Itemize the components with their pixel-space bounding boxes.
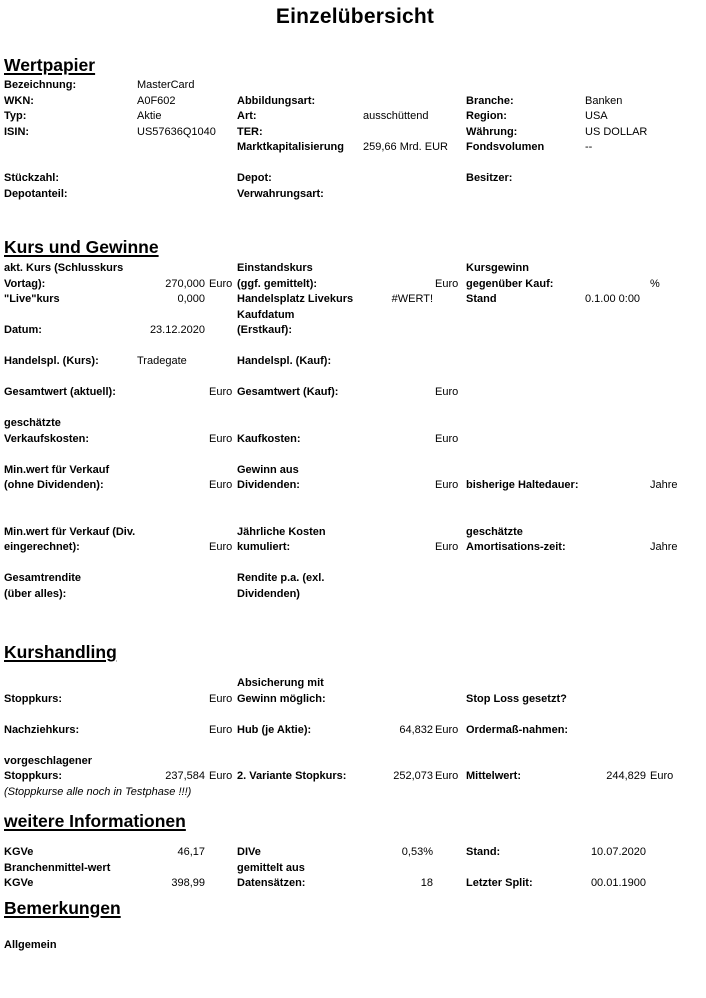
section-weitere-informationen	[4, 812, 706, 892]
section-rows-weitere-informationen	[4, 845, 706, 892]
data-row	[4, 292, 706, 308]
cell-label: "Live"kurs	[4, 293, 60, 305]
section-rows-kurs-und-gewinne	[4, 261, 706, 602]
cell-label: gegenüber Kauf:	[466, 277, 554, 290]
data-row	[4, 692, 706, 708]
cell-label: gemittelt aus	[237, 861, 305, 874]
cell-unit: Euro	[435, 541, 459, 553]
data-row	[4, 140, 706, 156]
cell-label: Stückzahl:	[4, 172, 60, 184]
cell-label: Bezeichnung:	[4, 79, 77, 91]
cell-label: Gewinn aus	[237, 463, 299, 476]
data-row	[4, 94, 706, 110]
cell-value: Aktie	[137, 110, 162, 122]
cell-label: Währung:	[466, 125, 518, 138]
cell-label: eingerechnet):	[4, 541, 80, 553]
cell-label: Min.wert für Verkauf (Div.	[4, 525, 136, 538]
cell-label: Verkaufskosten:	[4, 432, 89, 445]
cell-label: Kaufdatum	[237, 308, 295, 321]
data-row	[4, 845, 706, 861]
cell-label: ISIN:	[4, 125, 30, 138]
cell-value: ausschüttend	[363, 110, 429, 122]
spacer-row	[4, 556, 706, 572]
cell-unit: Euro	[209, 541, 233, 553]
section-wertpapier	[4, 56, 706, 202]
cell-value: US DOLLAR	[585, 125, 648, 138]
cell-label: Amortisations-zeit:	[466, 541, 566, 553]
data-row	[4, 432, 706, 448]
cell-value: 237,584	[165, 770, 205, 782]
data-row	[4, 769, 706, 785]
cell-unit: Euro	[435, 723, 459, 736]
section-heading-weitere-informationen: weitere Informationen	[4, 811, 186, 831]
cell-value: 0,000	[177, 293, 205, 305]
cell-label: Kursgewinn	[466, 262, 529, 274]
cell-value: 23.12.2020	[149, 324, 205, 336]
cell-label: bisherige Haltedauer:	[466, 479, 579, 491]
cell-label: geschätzte	[466, 525, 523, 538]
cell-label: 2. Variante Stopkurs:	[237, 770, 347, 782]
data-row	[4, 676, 706, 692]
data-row	[4, 78, 706, 94]
cell-value: A0F602	[137, 94, 176, 107]
spacer-row	[4, 509, 706, 525]
cell-label: TER:	[237, 125, 263, 138]
cell-label: Stand:	[466, 846, 501, 858]
data-row	[4, 125, 706, 141]
cell-unit: Euro	[435, 770, 459, 782]
data-row	[4, 463, 706, 479]
cell-value: USA	[585, 110, 608, 122]
cell-value: US57636Q1040	[137, 125, 216, 138]
cell-unit: Euro	[435, 479, 459, 491]
data-row	[4, 723, 706, 739]
cell-label: Nachziehkurs:	[4, 723, 80, 736]
cell-label: Stoppkurs:	[4, 770, 63, 782]
cell-label: (ggf. gemittelt):	[237, 277, 318, 290]
cell-value: 398,99	[171, 877, 205, 889]
cell-unit: Euro	[209, 723, 233, 736]
cell-label: Datum:	[4, 324, 42, 336]
cell-label: WKN:	[4, 94, 34, 107]
cell-label: Kaufkosten:	[237, 432, 301, 445]
data-row	[4, 587, 706, 603]
cell-label: Gewinn möglich:	[237, 692, 326, 705]
cell-unit: Jahre	[650, 479, 678, 491]
section-heading-bemerkungen: Bemerkungen	[4, 897, 121, 918]
section-rows-bemerkungen	[4, 938, 706, 954]
section-kurshandling	[4, 643, 706, 800]
cell-label: Min.wert für Verkauf	[4, 463, 110, 476]
cell-label: Marktkapitalisierung	[237, 141, 344, 153]
cell-value: 270,000	[165, 277, 205, 290]
cell-value: 18	[420, 877, 433, 889]
section-heading-kurshandling: Kurshandling	[4, 642, 117, 662]
cell-label: Art:	[237, 110, 257, 122]
cell-label: Gesamtwert (Kauf):	[237, 386, 339, 398]
document	[4, 5, 706, 953]
note-row	[4, 785, 706, 801]
cell-value: 00.01.1900	[590, 877, 646, 889]
cell-label: Hub (je Aktie):	[237, 723, 312, 736]
cell-label: Depot:	[237, 172, 272, 184]
section-kurs-und-gewinne	[4, 238, 706, 602]
cell-unit: Euro	[209, 432, 233, 445]
data-row	[4, 308, 706, 324]
cell-value: Banken	[585, 94, 623, 107]
cell-unit: Euro	[209, 386, 233, 398]
cell-label: DIVe	[237, 846, 261, 858]
data-row	[4, 861, 706, 877]
cell-label: KGVe	[4, 877, 34, 889]
data-row	[4, 876, 706, 892]
data-row	[4, 277, 706, 293]
cell-label: (ohne Dividenden):	[4, 479, 104, 491]
spacer-row	[4, 339, 706, 355]
cell-unit: Euro	[435, 277, 459, 290]
cell-label: Typ:	[4, 110, 27, 122]
cell-label: Dividenden:	[237, 479, 300, 491]
spacer-row	[4, 738, 706, 754]
cell-unit: Euro	[209, 277, 233, 290]
cell-value: #WERT!	[391, 293, 433, 305]
cell-value: 244,829	[606, 770, 646, 782]
cell-label: Branche:	[466, 94, 514, 107]
data-row	[4, 571, 706, 587]
cell-label: Abbildungsart:	[237, 94, 316, 107]
section-heading-kurs-und-gewinne: Kurs und Gewinne	[4, 237, 159, 257]
cell-label: Absicherung mit	[237, 677, 324, 689]
cell-label: Stand	[466, 293, 497, 305]
cell-label: Depotanteil:	[4, 187, 68, 200]
cell-label: (über alles):	[4, 587, 67, 600]
data-row	[4, 540, 706, 556]
cell-label: Rendite p.a. (exl.	[237, 572, 325, 584]
cell-unit: Euro	[650, 770, 674, 782]
cell-value: --	[585, 141, 593, 153]
data-row	[4, 354, 706, 370]
spacer-row	[4, 370, 706, 386]
cell-label: Stoppkurs:	[4, 692, 63, 705]
cell-label: Region:	[466, 110, 507, 122]
cell-value: 252,073	[393, 770, 433, 782]
cell-label: Mittelwert:	[466, 770, 521, 782]
cell-label: Handelspl. (Kauf):	[237, 355, 332, 367]
cell-label: Verwahrungsart:	[237, 187, 324, 200]
data-row	[4, 938, 706, 954]
data-row	[4, 478, 706, 494]
cell-label: vorgeschlagener	[4, 754, 93, 767]
cell-unit: Jahre	[650, 541, 678, 553]
cell-label: geschätzte	[4, 417, 61, 429]
cell-unit: Euro	[209, 479, 233, 491]
cell-label: Vortag):	[4, 277, 46, 290]
cell-unit: Euro	[435, 386, 459, 398]
data-row	[4, 525, 706, 541]
spacer-row	[4, 401, 706, 417]
page-title: Einzelübersicht	[275, 5, 435, 28]
cell-label: Fondsvolumen	[466, 141, 545, 153]
cell-label: Handelsplatz Livekurs	[237, 293, 354, 305]
cell-label: Dividenden)	[237, 587, 300, 600]
spacer-row	[4, 447, 706, 463]
data-row	[4, 187, 706, 203]
data-row	[4, 754, 706, 770]
spacer-row	[4, 707, 706, 723]
cell-value: Tradegate	[137, 355, 187, 367]
cell-label: KGVe	[4, 846, 34, 858]
spacer-row	[4, 494, 706, 510]
cell-value: 10.07.2020	[590, 846, 646, 858]
cell-label: Gesamtrendite	[4, 572, 82, 584]
cell-value: 46,17	[177, 846, 205, 858]
spacer-row	[4, 156, 706, 172]
cell-label: kumuliert:	[237, 541, 291, 553]
cell-value: 64,832	[399, 723, 433, 736]
data-row	[4, 416, 706, 432]
section-rows-wertpapier	[4, 78, 706, 202]
cell-label: Branchenmittel-wert	[4, 861, 111, 874]
note-text: (Stoppkurse alle noch in Testphase !!!)	[4, 785, 192, 798]
cell-value: 0,53%	[401, 846, 433, 858]
cell-label: Ordermaß-nahmen:	[466, 723, 569, 736]
cell-label: Einstandskurs	[237, 262, 313, 274]
cell-unit: Euro	[209, 770, 233, 782]
data-row	[4, 261, 706, 277]
cell-label: Gesamtwert (aktuell):	[4, 386, 116, 398]
cell-unit: Euro	[435, 432, 459, 445]
cell-value: 259,66 Mrd. EUR	[363, 141, 448, 153]
cell-label: Allgemein	[4, 938, 57, 951]
cell-unit: %	[650, 277, 660, 290]
cell-label: Letzter Split:	[466, 877, 533, 889]
cell-label: Besitzer:	[466, 172, 513, 184]
data-row	[4, 385, 706, 401]
cell-label: Datensätzen:	[237, 877, 306, 889]
cell-label: Handelspl. (Kurs):	[4, 355, 99, 367]
cell-label: (Erstkauf):	[237, 324, 293, 336]
cell-value: MasterCard	[137, 79, 195, 91]
cell-label: Stop Loss gesetzt?	[466, 692, 567, 705]
data-row	[4, 323, 706, 339]
cell-unit: Euro	[209, 692, 233, 705]
cell-label: Jährliche Kosten	[237, 525, 326, 538]
section-rows-kurshandling	[4, 676, 706, 800]
data-row	[4, 109, 706, 125]
cell-value: 0.1.00 0:00	[585, 293, 641, 305]
section-heading-wertpapier: Wertpapier	[4, 55, 96, 75]
data-row	[4, 171, 706, 187]
cell-label: akt. Kurs (Schlusskurs	[4, 262, 124, 274]
section-bemerkungen	[4, 899, 706, 954]
